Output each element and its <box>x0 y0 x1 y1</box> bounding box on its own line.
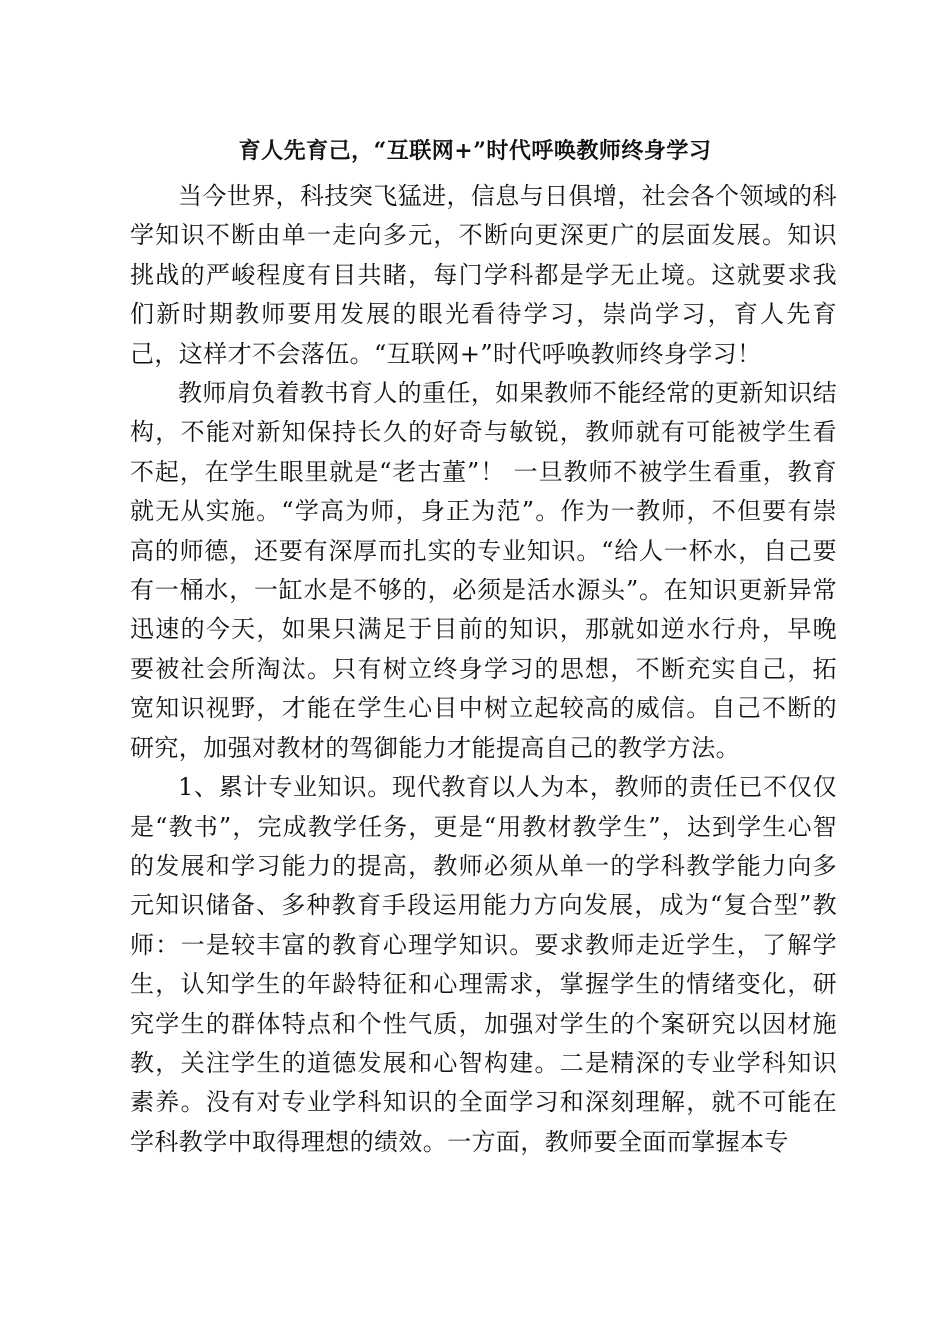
paragraph-professional-knowledge: 1、累计专业知识。现代教育以人为本，教师的责任已不仅仅是“教书”，完成教学任务，更是“用教材教学生”，达到学生心智的发展和学习能力的提高，教师必须从单一的学科教学能力向多元知识储备、多种教育手段运用能力方向发展，成为“复合型”教师：一是较丰富的教育心理学知识。要求教师走近学生，了解学生，认知学生的年龄特征和心理需求，掌握学生的情绪变化，研究学生的群体特点和个性气质，加强对学生的个案研究以因材施教，关注学生的道德发展和心智构建。二是精深的专业学科知识素养。没有对专业学科知识的全面学习和深刻理解，就不可能在学科教学中取得理想的绩效。一方面，教师要全面而掌握本专 <box>130 773 837 1156</box>
paragraph-teacher-responsibility: 教师肩负着教书育人的重任，如果教师不能经常的更新知识结构，不能对新知保持长久的好奇与敏锐，教师就有可能被学生看不起，在学生眼里就是“老古董”！ 一旦教师不被学生看重，教育就无从实施。“学高为师，身正为范”。作为一教师，不但要有崇高的师德，还要有深厚而扎实的专业知识。“给人一杯水，自己要有一桶水，一缸水是不够的，必须是活水源头”。在知识更新异常迅速的今天，如果只满足于目前的知识，那就如逆水行舟，早晚要被社会所淘汰。只有树立终身学习的思想，不断充实自己，拓宽知识视野，才能在学生心目中树立起较高的威信。自己不断的研究，加强对教材的驾御能力才能提高自己的教学方法。 <box>130 379 837 762</box>
document-body <box>130 177 837 1162</box>
paragraph-intro: 当今世界，科技突飞猛进，信息与日俱增，社会各个领域的科学知识不断由单一走向多元，不断向更深更广的层面发展。知识挑战的严峻程度有目共睹，每门学科都是学无止境。这就要求我们新时期教师要用发展的眼光看待学习，崇尚学习，育人先育己，这样才不会落伍。“互联网+”时代呼唤教师终身学习！ <box>130 182 837 368</box>
document-title: 育人先育己，“互联网+”时代呼唤教师终身学习 <box>238 138 712 164</box>
